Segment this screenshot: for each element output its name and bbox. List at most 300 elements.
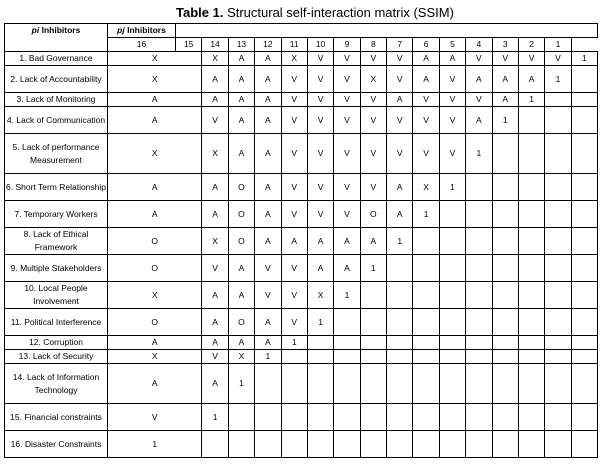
table-row: [5, 228, 598, 255]
matrix-cell: V: [281, 66, 307, 93]
matrix-cell: [255, 364, 281, 404]
matrix-cell: 1: [108, 431, 202, 458]
matrix-cell: [228, 404, 254, 431]
matrix-cell: A: [255, 107, 281, 134]
matrix-cell: [492, 134, 518, 174]
matrix-cell: A: [387, 174, 413, 201]
matrix-cell: A: [255, 309, 281, 336]
matrix-cell: [466, 404, 492, 431]
matrix-cell: A: [387, 201, 413, 228]
matrix-cell: [334, 404, 360, 431]
inhibitor-name: 3. Lack of Monitoring: [5, 93, 108, 107]
matrix-cell: [571, 309, 597, 336]
matrix-cell: V: [466, 52, 492, 66]
matrix-cell: [518, 201, 544, 228]
matrix-cell: V: [492, 52, 518, 66]
matrix-cell: [466, 228, 492, 255]
matrix-cell: V: [307, 93, 333, 107]
matrix-cell: A: [307, 255, 333, 282]
matrix-cell: V: [281, 255, 307, 282]
matrix-cell: A: [202, 201, 228, 228]
ssim-table: [4, 23, 598, 458]
matrix-cell: 1: [518, 93, 544, 107]
matrix-cell: A: [360, 228, 386, 255]
matrix-cell: A: [334, 228, 360, 255]
matrix-cell: [439, 201, 465, 228]
matrix-cell: [360, 350, 386, 364]
matrix-cell: A: [466, 66, 492, 93]
pj-inhibitors-header: [108, 24, 176, 38]
matrix-cell: V: [307, 107, 333, 134]
matrix-cell: [492, 431, 518, 458]
matrix-cell: A: [228, 282, 254, 309]
matrix-cell: [439, 228, 465, 255]
matrix-cell: [518, 431, 544, 458]
matrix-cell: V: [334, 93, 360, 107]
matrix-cell: [545, 228, 571, 255]
column-number: 3: [492, 38, 518, 52]
matrix-cell: A: [108, 174, 202, 201]
matrix-cell: [518, 350, 544, 364]
matrix-cell: [492, 350, 518, 364]
matrix-cell: [571, 134, 597, 174]
inhibitor-name: 7. Temporary Workers: [5, 201, 108, 228]
matrix-cell: O: [108, 228, 202, 255]
matrix-cell: V: [255, 282, 281, 309]
matrix-cell: [466, 255, 492, 282]
matrix-cell: [202, 431, 228, 458]
matrix-cell: 1: [360, 255, 386, 282]
matrix-cell: [413, 282, 439, 309]
matrix-cell: [387, 336, 413, 350]
table-row: [5, 309, 598, 336]
matrix-cell: A: [228, 107, 254, 134]
matrix-cell: V: [307, 201, 333, 228]
header-spacer: [176, 24, 598, 38]
pi-symbol: pi: [31, 25, 40, 35]
matrix-cell: [334, 431, 360, 458]
matrix-cell: A: [202, 364, 228, 404]
matrix-cell: V: [202, 255, 228, 282]
matrix-cell: V: [334, 52, 360, 66]
matrix-cell: 1: [466, 134, 492, 174]
inhibitor-name: 16. Disaster Constraints: [5, 431, 108, 458]
matrix-cell: 1: [307, 309, 333, 336]
matrix-cell: [334, 336, 360, 350]
matrix-cell: A: [228, 134, 254, 174]
matrix-cell: V: [281, 134, 307, 174]
matrix-cell: [545, 336, 571, 350]
table-row: [5, 431, 598, 458]
matrix-cell: V: [439, 93, 465, 107]
matrix-cell: [492, 309, 518, 336]
matrix-cell: X: [108, 134, 202, 174]
matrix-cell: [439, 336, 465, 350]
matrix-cell: [387, 282, 413, 309]
matrix-cell: V: [334, 66, 360, 93]
table-caption-text: Structural self-interaction matrix (SSIM): [223, 5, 454, 20]
matrix-cell: [413, 364, 439, 404]
matrix-cell: V: [202, 350, 228, 364]
matrix-cell: V: [307, 66, 333, 93]
column-number: 11: [281, 38, 307, 52]
matrix-cell: 1: [255, 350, 281, 364]
matrix-cell: [545, 107, 571, 134]
matrix-cell: A: [228, 66, 254, 93]
inhibitor-name: 12. Corruption: [5, 336, 108, 350]
table-row: [5, 201, 598, 228]
matrix-cell: A: [281, 228, 307, 255]
matrix-cell: [466, 350, 492, 364]
matrix-cell: A: [202, 174, 228, 201]
matrix-cell: V: [439, 134, 465, 174]
pi-label: Inhibitors: [39, 25, 81, 35]
matrix-cell: [466, 364, 492, 404]
column-number: 8: [360, 38, 386, 52]
matrix-cell: A: [228, 255, 254, 282]
matrix-cell: [466, 201, 492, 228]
matrix-cell: O: [108, 255, 202, 282]
matrix-cell: [571, 107, 597, 134]
matrix-cell: X: [108, 66, 202, 93]
matrix-cell: A: [255, 174, 281, 201]
matrix-cell: [466, 309, 492, 336]
matrix-cell: A: [518, 66, 544, 93]
matrix-cell: A: [413, 52, 439, 66]
matrix-cell: [571, 201, 597, 228]
matrix-cell: [518, 336, 544, 350]
matrix-cell: X: [413, 174, 439, 201]
matrix-cell: A: [108, 93, 202, 107]
matrix-cell: [466, 282, 492, 309]
matrix-cell: [255, 404, 281, 431]
matrix-cell: [281, 431, 307, 458]
matrix-cell: X: [307, 282, 333, 309]
matrix-cell: V: [202, 107, 228, 134]
matrix-cell: [387, 255, 413, 282]
inhibitor-name: 6. Short Term Relationship: [5, 174, 108, 201]
matrix-cell: [492, 174, 518, 201]
matrix-cell: [492, 404, 518, 431]
matrix-cell: [360, 282, 386, 309]
matrix-cell: [387, 404, 413, 431]
matrix-cell: 1: [413, 201, 439, 228]
inhibitor-name: 8. Lack of Ethical Framework: [5, 228, 108, 255]
matrix-cell: [492, 282, 518, 309]
matrix-cell: V: [281, 282, 307, 309]
matrix-cell: A: [108, 107, 202, 134]
matrix-cell: X: [202, 228, 228, 255]
matrix-cell: A: [334, 255, 360, 282]
matrix-cell: V: [108, 404, 202, 431]
matrix-cell: [334, 350, 360, 364]
matrix-cell: [439, 309, 465, 336]
inhibitor-name: 15. Financial constraints: [5, 404, 108, 431]
matrix-cell: V: [387, 134, 413, 174]
matrix-cell: O: [228, 201, 254, 228]
matrix-cell: O: [228, 174, 254, 201]
matrix-cell: [466, 431, 492, 458]
matrix-cell: X: [281, 52, 307, 66]
matrix-cell: [439, 431, 465, 458]
matrix-cell: X: [202, 134, 228, 174]
matrix-cell: V: [281, 93, 307, 107]
matrix-cell: V: [281, 201, 307, 228]
matrix-cell: [439, 364, 465, 404]
table-row: [5, 134, 598, 174]
matrix-cell: [307, 364, 333, 404]
matrix-cell: [545, 93, 571, 107]
matrix-cell: [571, 431, 597, 458]
inhibitor-name: 1. Bad Governance: [5, 52, 108, 66]
matrix-cell: A: [202, 309, 228, 336]
matrix-cell: [545, 201, 571, 228]
matrix-cell: [413, 350, 439, 364]
matrix-cell: [571, 336, 597, 350]
matrix-cell: V: [387, 66, 413, 93]
matrix-cell: A: [492, 66, 518, 93]
table-caption: [176, 5, 454, 20]
matrix-cell: V: [518, 52, 544, 66]
matrix-cell: [492, 364, 518, 404]
column-number: 5: [439, 38, 465, 52]
matrix-cell: [307, 336, 333, 350]
matrix-cell: [281, 404, 307, 431]
matrix-cell: [518, 107, 544, 134]
header-row-1: [5, 24, 598, 38]
matrix-cell: [334, 364, 360, 404]
matrix-cell: A: [202, 66, 228, 93]
matrix-cell: [545, 431, 571, 458]
matrix-cell: [518, 282, 544, 309]
table-row: [5, 93, 598, 107]
matrix-cell: [466, 336, 492, 350]
matrix-cell: A: [387, 93, 413, 107]
matrix-cell: [571, 228, 597, 255]
matrix-cell: [518, 174, 544, 201]
matrix-cell: A: [108, 201, 202, 228]
inhibitor-name: 9. Multiple Stakeholders: [5, 255, 108, 282]
matrix-cell: [439, 404, 465, 431]
column-number: 1: [545, 38, 571, 52]
matrix-cell: X: [360, 66, 386, 93]
matrix-cell: 1: [281, 336, 307, 350]
inhibitor-name: 10. Local People Involvement: [5, 282, 108, 309]
column-number: 10: [307, 38, 333, 52]
matrix-cell: V: [281, 107, 307, 134]
matrix-cell: [545, 404, 571, 431]
matrix-cell: V: [307, 52, 333, 66]
matrix-cell: A: [255, 93, 281, 107]
inhibitor-name: 11. Political Interference: [5, 309, 108, 336]
matrix-cell: [545, 134, 571, 174]
matrix-cell: A: [439, 52, 465, 66]
ssim-table-body: [5, 24, 598, 458]
matrix-cell: O: [360, 201, 386, 228]
matrix-cell: A: [413, 66, 439, 93]
matrix-cell: [360, 336, 386, 350]
matrix-cell: V: [439, 107, 465, 134]
matrix-cell: 1: [439, 174, 465, 201]
column-number: 2: [518, 38, 544, 52]
column-number: 9: [334, 38, 360, 52]
pj-symbol: pj: [117, 25, 125, 35]
matrix-cell: [255, 431, 281, 458]
matrix-cell: V: [307, 134, 333, 174]
matrix-cell: A: [255, 52, 281, 66]
matrix-cell: [387, 431, 413, 458]
matrix-cell: [360, 309, 386, 336]
matrix-cell: [387, 364, 413, 404]
matrix-cell: O: [108, 309, 202, 336]
matrix-cell: V: [387, 52, 413, 66]
matrix-cell: [307, 431, 333, 458]
matrix-cell: A: [202, 93, 228, 107]
column-number: 7: [387, 38, 413, 52]
matrix-cell: V: [281, 309, 307, 336]
inhibitor-name: 13. Lack of Security: [5, 350, 108, 364]
matrix-cell: V: [466, 93, 492, 107]
matrix-cell: [518, 364, 544, 404]
column-number: 15: [176, 38, 202, 52]
matrix-cell: [545, 364, 571, 404]
matrix-cell: A: [255, 336, 281, 350]
matrix-cell: V: [360, 134, 386, 174]
matrix-cell: V: [413, 107, 439, 134]
matrix-cell: V: [255, 255, 281, 282]
matrix-cell: 1: [571, 52, 597, 66]
matrix-cell: A: [255, 66, 281, 93]
matrix-cell: V: [387, 107, 413, 134]
matrix-cell: V: [334, 134, 360, 174]
matrix-cell: [518, 228, 544, 255]
matrix-cell: [492, 201, 518, 228]
matrix-cell: V: [360, 52, 386, 66]
matrix-cell: [571, 350, 597, 364]
matrix-cell: [413, 228, 439, 255]
matrix-cell: 1: [387, 228, 413, 255]
pi-inhibitors-header: [5, 24, 108, 52]
matrix-cell: V: [334, 174, 360, 201]
matrix-cell: [571, 282, 597, 309]
matrix-cell: V: [545, 52, 571, 66]
matrix-cell: O: [228, 309, 254, 336]
column-number: 14: [202, 38, 228, 52]
matrix-cell: V: [439, 66, 465, 93]
table-row: [5, 107, 598, 134]
matrix-cell: [545, 282, 571, 309]
matrix-cell: A: [228, 52, 254, 66]
matrix-cell: X: [228, 350, 254, 364]
matrix-cell: [571, 255, 597, 282]
matrix-cell: [571, 66, 597, 93]
matrix-cell: A: [255, 201, 281, 228]
matrix-cell: [518, 255, 544, 282]
table-row: [5, 282, 598, 309]
matrix-cell: [360, 404, 386, 431]
matrix-cell: A: [228, 336, 254, 350]
matrix-cell: [545, 174, 571, 201]
matrix-cell: X: [108, 52, 202, 66]
table-caption-label: Table 1.: [176, 5, 224, 20]
matrix-cell: [334, 309, 360, 336]
column-number: 4: [466, 38, 492, 52]
matrix-cell: [413, 404, 439, 431]
matrix-cell: X: [108, 282, 202, 309]
matrix-cell: V: [281, 174, 307, 201]
column-number: 13: [228, 38, 254, 52]
matrix-cell: V: [413, 134, 439, 174]
matrix-cell: V: [413, 93, 439, 107]
matrix-cell: O: [228, 228, 254, 255]
matrix-cell: [571, 93, 597, 107]
matrix-cell: [439, 350, 465, 364]
table-row: [5, 174, 598, 201]
table-row: [5, 404, 598, 431]
column-number: 16: [108, 38, 176, 52]
matrix-cell: [307, 350, 333, 364]
inhibitor-name: 4. Lack of Communication: [5, 107, 108, 134]
matrix-cell: [413, 431, 439, 458]
matrix-cell: [518, 134, 544, 174]
matrix-cell: V: [360, 174, 386, 201]
matrix-cell: A: [202, 282, 228, 309]
matrix-cell: V: [360, 93, 386, 107]
table-row: [5, 52, 598, 66]
matrix-cell: [387, 309, 413, 336]
matrix-cell: [360, 431, 386, 458]
matrix-cell: A: [255, 228, 281, 255]
matrix-cell: A: [108, 336, 202, 350]
matrix-cell: X: [202, 52, 228, 66]
matrix-cell: A: [108, 364, 202, 404]
matrix-cell: [307, 404, 333, 431]
matrix-cell: [492, 228, 518, 255]
matrix-cell: [413, 255, 439, 282]
matrix-cell: A: [307, 228, 333, 255]
column-number: 12: [255, 38, 281, 52]
matrix-cell: [571, 174, 597, 201]
table-row: [5, 66, 598, 93]
matrix-cell: [228, 431, 254, 458]
matrix-cell: 1: [545, 66, 571, 93]
matrix-cell: [545, 350, 571, 364]
table-row: [5, 364, 598, 404]
table-row: [5, 255, 598, 282]
matrix-cell: [281, 350, 307, 364]
matrix-cell: V: [307, 174, 333, 201]
inhibitor-name: 14. Lack of Information Technology: [5, 364, 108, 404]
matrix-cell: A: [492, 93, 518, 107]
matrix-cell: 1: [228, 364, 254, 404]
matrix-cell: [439, 282, 465, 309]
matrix-cell: [545, 309, 571, 336]
matrix-cell: [281, 364, 307, 404]
matrix-cell: [466, 174, 492, 201]
matrix-cell: V: [334, 201, 360, 228]
matrix-cell: A: [202, 336, 228, 350]
matrix-cell: [360, 364, 386, 404]
inhibitor-name: 2. Lack of Accountability: [5, 66, 108, 93]
matrix-cell: [492, 336, 518, 350]
matrix-cell: [518, 309, 544, 336]
matrix-cell: A: [228, 93, 254, 107]
matrix-cell: [571, 404, 597, 431]
pj-label: Inhibitors: [124, 25, 166, 35]
matrix-cell: [413, 336, 439, 350]
matrix-cell: A: [255, 134, 281, 174]
matrix-cell: A: [466, 107, 492, 134]
